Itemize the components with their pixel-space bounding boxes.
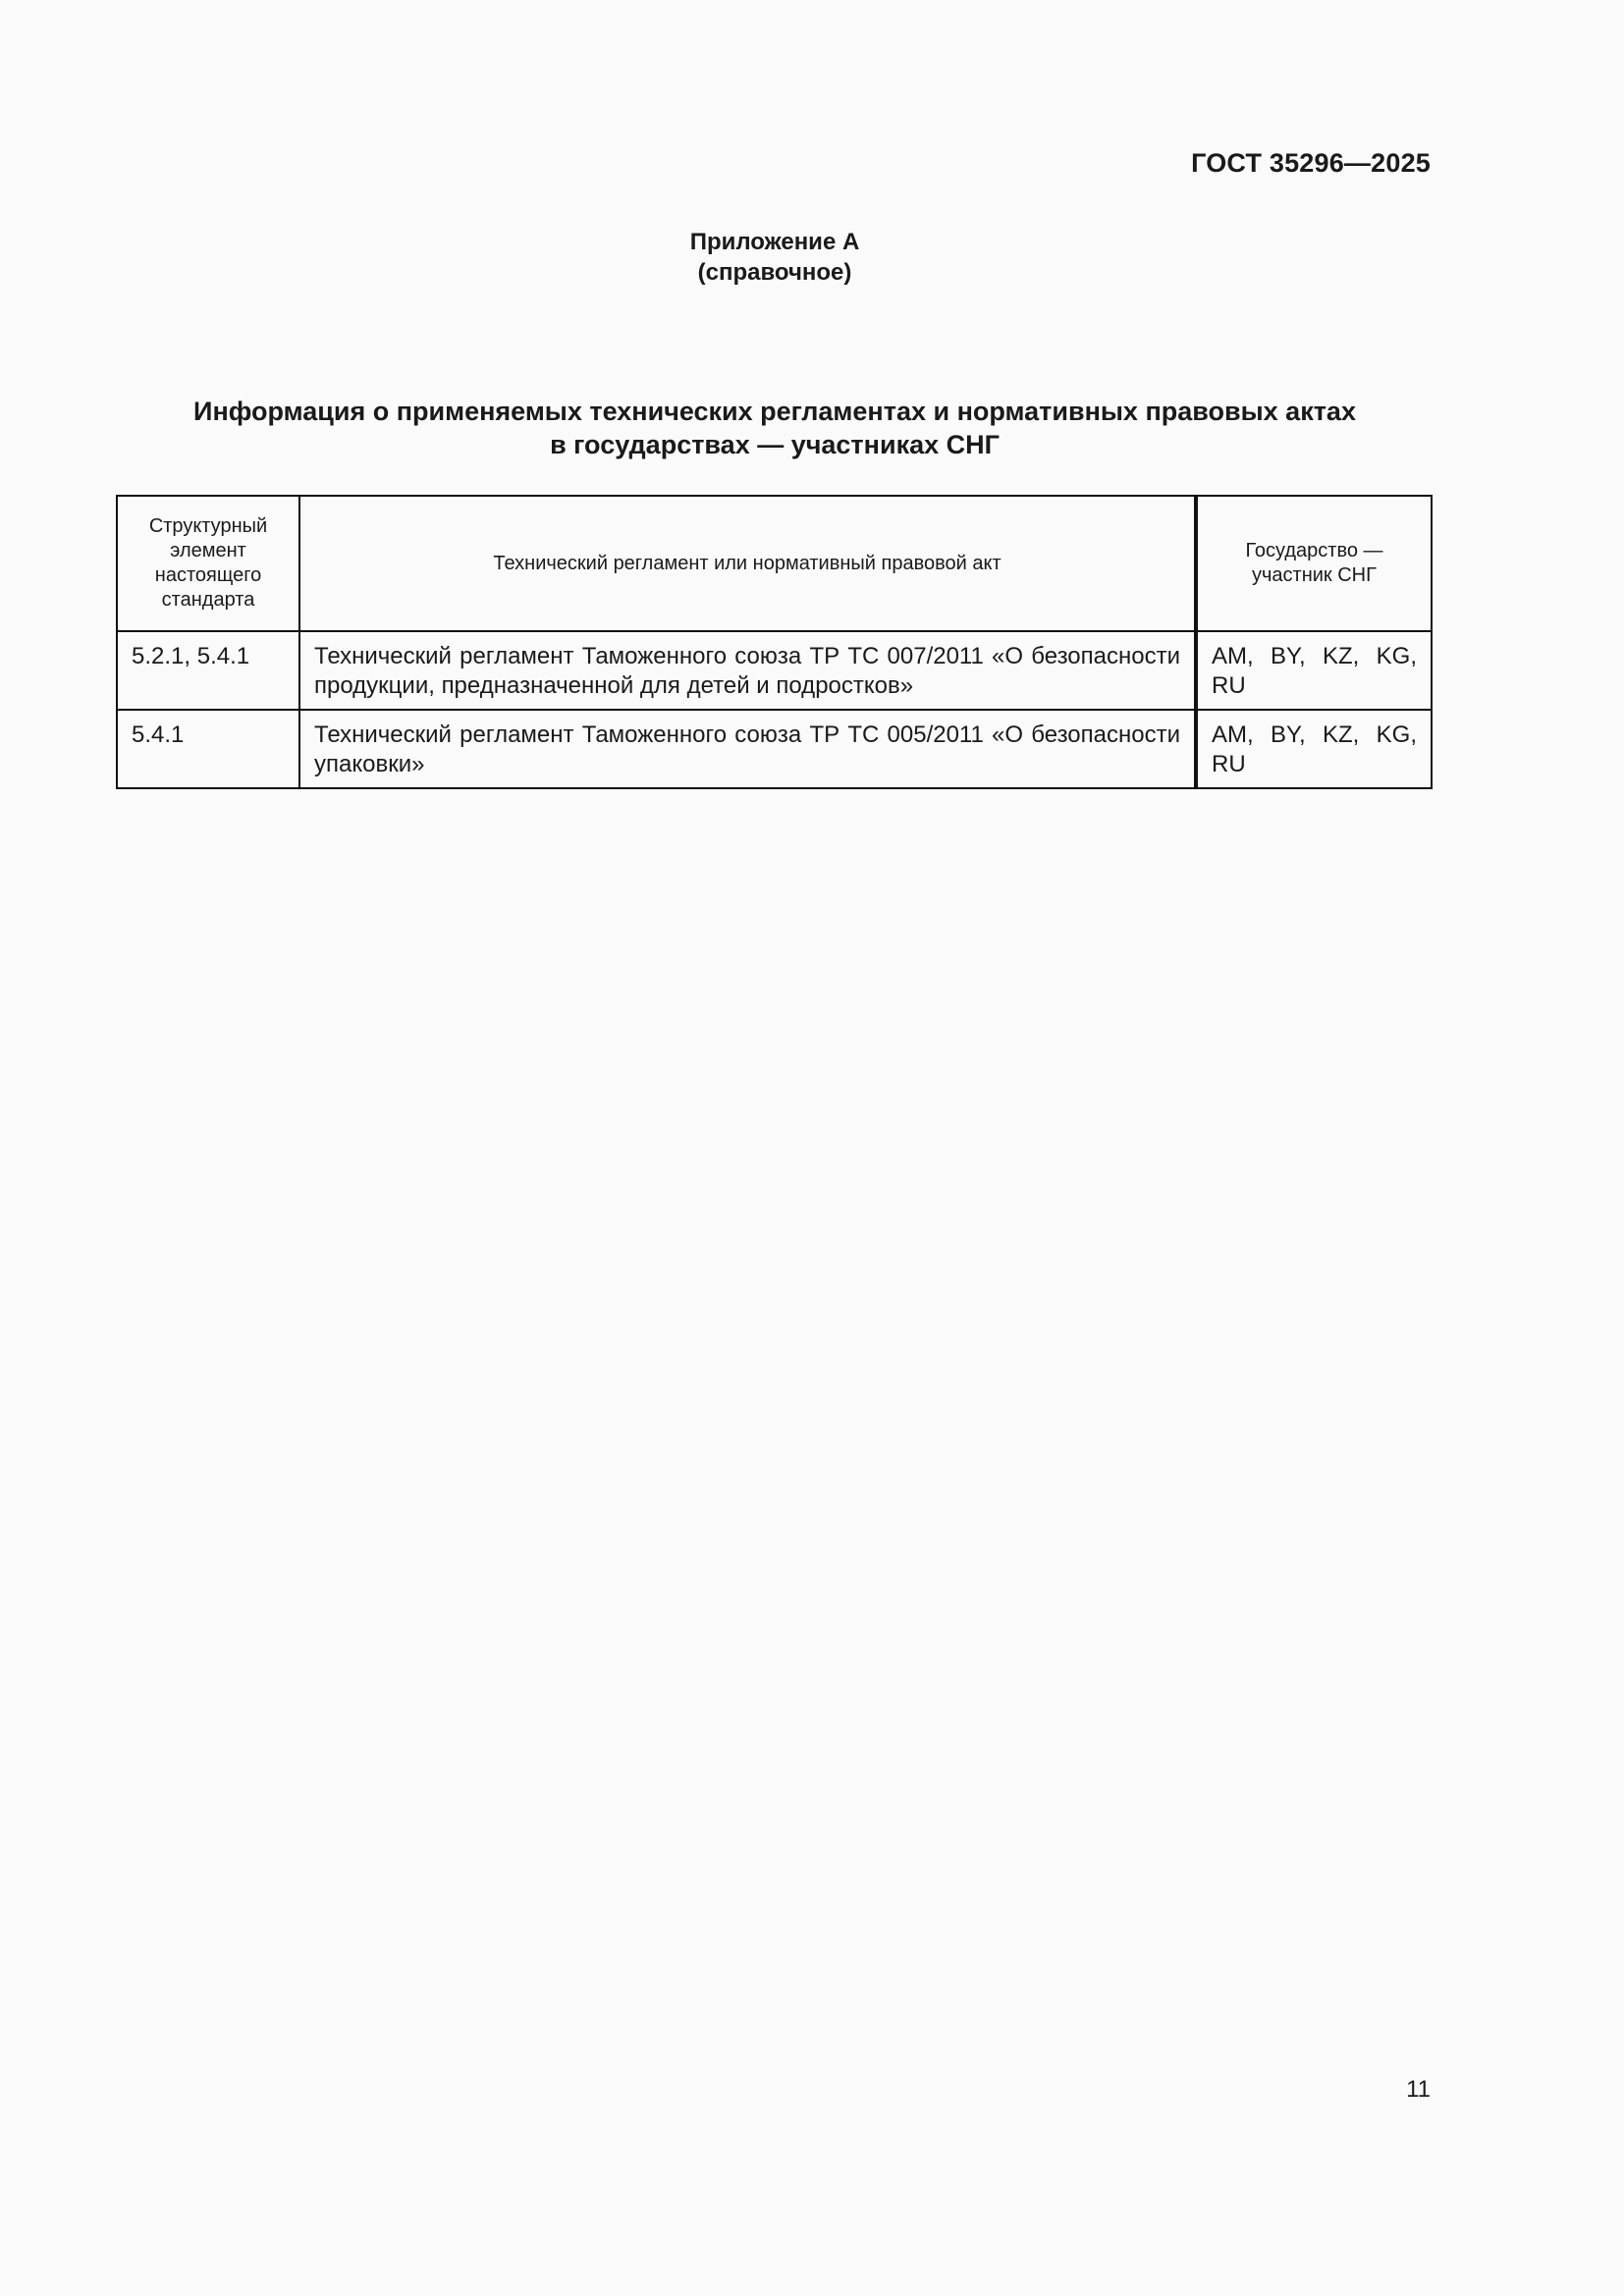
appendix-subtitle: (справочное)	[697, 259, 852, 286]
table-row	[117, 710, 1432, 788]
cell-act: Технический регламент Таможенного союза ТР ТС 005/2011 «О безопасности упаковки»	[299, 710, 1196, 788]
appendix-heading	[0, 227, 1549, 288]
cell-states: AM, BY, KZ, KG, RU	[1196, 631, 1432, 710]
appendix-title: Приложение А	[689, 229, 860, 255]
document-code: ГОСТ 35296—2025	[1191, 148, 1431, 178]
cell-element: 5.2.1, 5.4.1	[117, 631, 299, 710]
cell-element: 5.4.1	[117, 710, 299, 788]
table-header-row	[117, 496, 1432, 631]
cell-act: Технический регламент Таможенного союза ТР ТС 007/2011 «О безопасности продукции, предназначенной для детей и подростков»	[299, 631, 1196, 710]
cell-states: AM, BY, KZ, KG, RU	[1196, 710, 1432, 788]
table-title-line-2: в государствах — участниках СНГ	[550, 430, 1000, 459]
header-member-state: Государство — участник СНГ	[1196, 496, 1432, 631]
table-title-line-1: Информация о применяемых технических регламентах и нормативных правовых актах	[193, 397, 1356, 426]
table-title	[0, 395, 1549, 461]
header-structural-element: Структурный элемент настоящего стандарта	[117, 496, 299, 631]
table-row	[117, 631, 1432, 710]
regulations-table	[116, 495, 1433, 789]
page-number: 11	[1406, 2076, 1431, 2103]
header-technical-regulation: Технический регламент или нормативный правовой акт	[299, 496, 1196, 631]
